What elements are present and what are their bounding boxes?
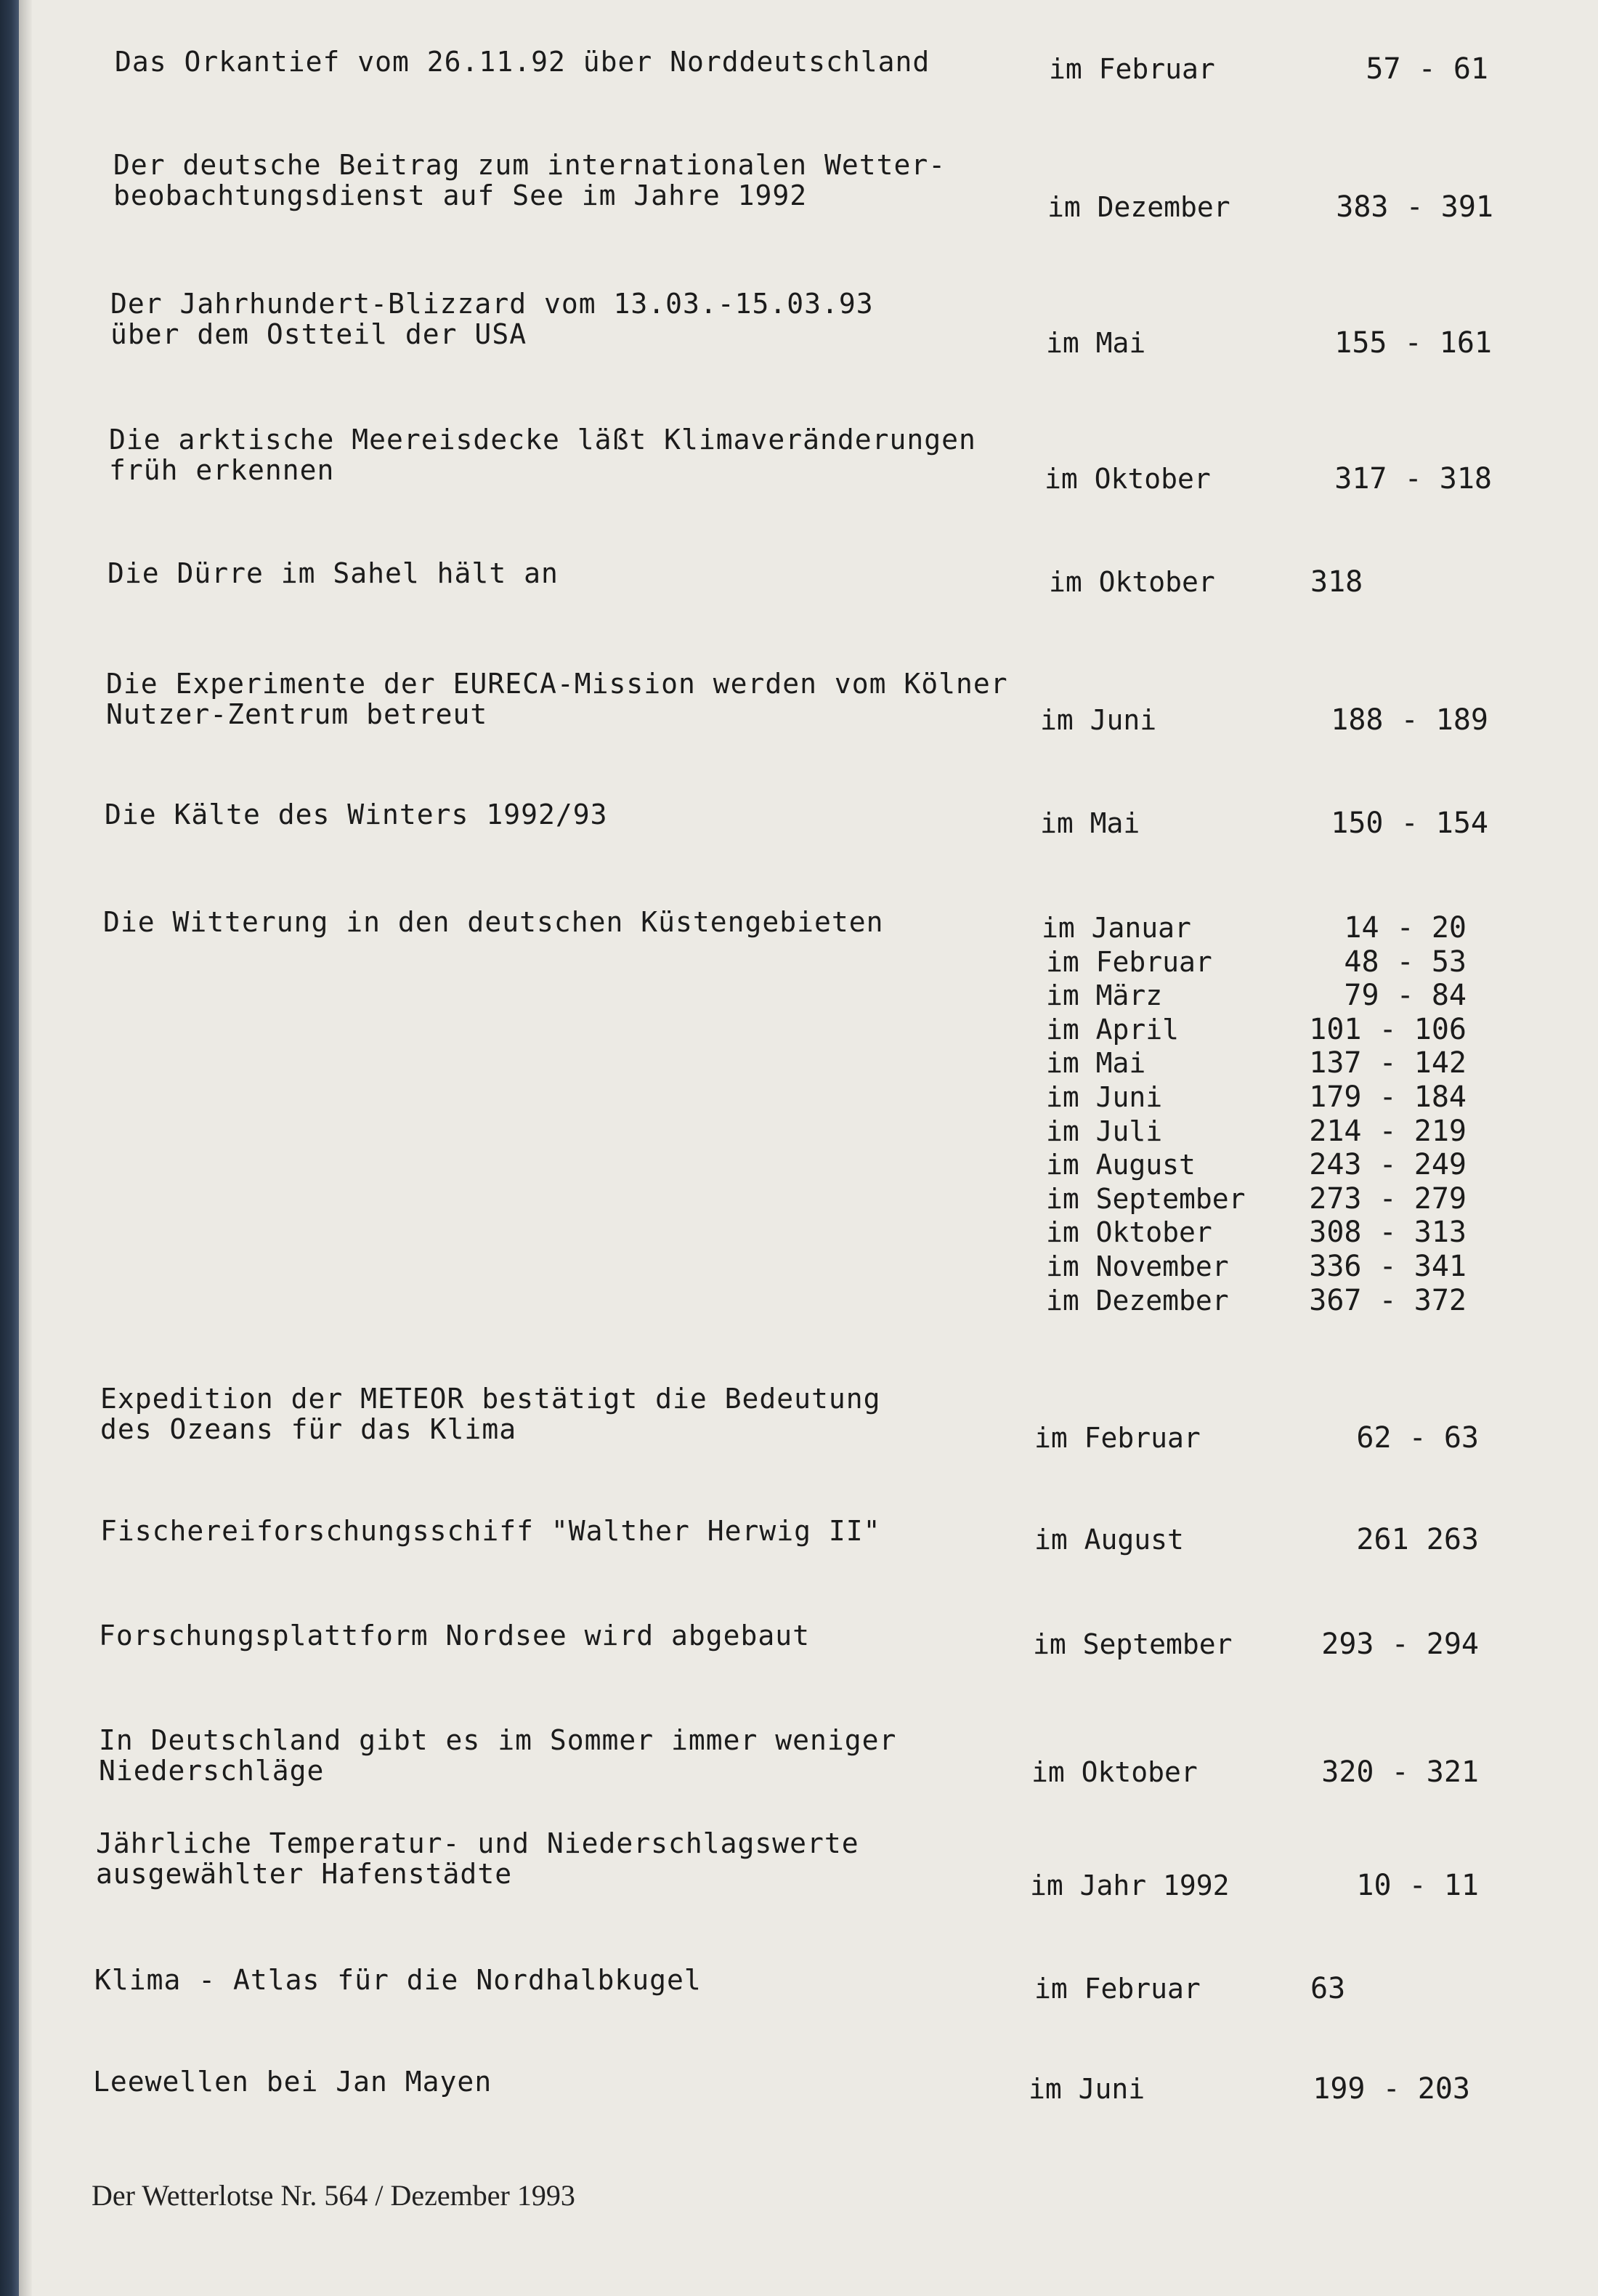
entry-title: Das Orkantief vom 26.11.92 über Norddeutschland	[115, 46, 930, 78]
entry-month: im Oktober	[1031, 1756, 1198, 1788]
coastal-pages: 336 - 341	[1309, 1249, 1467, 1283]
coastal-pages-list	[1278, 911, 1467, 1317]
coastal-month: im Mai	[1046, 1047, 1146, 1080]
coastal-month-list	[1042, 911, 1246, 1317]
coastal-month: im September	[1046, 1182, 1246, 1215]
entry-title: Klima - Atlas für die Nordhalbkugel	[94, 1964, 702, 1996]
entry-month: im Oktober	[1045, 463, 1211, 495]
entry-month: im Dezember	[1047, 191, 1230, 223]
entry-title: In Deutschland gibt es im Sommer immer weniger Niederschläge	[99, 1724, 897, 1787]
entry-month: im Februar	[1034, 1973, 1201, 2005]
entry-title: Der Jahrhundert-Blizzard vom 13.03.-15.03.93 über dem Ostteil der USA	[110, 288, 874, 350]
coastal-month: im Juli	[1046, 1115, 1163, 1147]
entry-title: Die Experimente der EURECA-Mission werden vom Kölner Nutzer-Zentrum betreut	[106, 668, 1008, 730]
entry-pages: 317 - 318	[1334, 462, 1492, 496]
coastal-month: im Oktober	[1046, 1216, 1212, 1249]
coastal-pages: 273 - 279	[1309, 1181, 1467, 1216]
book-binding	[0, 0, 19, 2296]
entry-pages: 293 - 294	[1321, 1628, 1479, 1661]
entry-month: im Juni	[1029, 2073, 1145, 2105]
coastal-pages: 14 - 20	[1344, 911, 1467, 945]
entry-title: Expedition der METEOR bestätigt die Bedeutung des Ozeans für das Klima	[100, 1383, 881, 1445]
coastal-month: im Januar	[1042, 912, 1191, 944]
entry-pages: 383 - 391	[1336, 190, 1493, 224]
entry-pages: 155 - 161	[1334, 326, 1492, 360]
binding-shadow	[19, 0, 32, 2296]
entry-title: Die Kälte des Winters 1992/93	[105, 799, 608, 830]
coastal-pages: 79 - 84	[1344, 979, 1467, 1013]
entry-title: Jährliche Temperatur- und Niederschlagswerte ausgewählter Hafenstädte	[96, 1827, 859, 1890]
entry-month: im Februar	[1034, 1422, 1201, 1454]
coastal-pages: 179 - 184	[1309, 1080, 1467, 1114]
entry-month: im Juni	[1040, 704, 1157, 736]
entry-month: im September	[1033, 1628, 1233, 1660]
entry-month: im Mai	[1046, 327, 1146, 359]
coastal-month: im März	[1046, 979, 1163, 1012]
entry-title: Die Witterung in den deutschen Küstengebieten	[103, 906, 884, 938]
coastal-month: im November	[1046, 1250, 1229, 1282]
entry-pages: 320 - 321	[1321, 1755, 1479, 1789]
coastal-pages: 214 - 219	[1309, 1114, 1467, 1148]
entry-pages: 150 - 154	[1331, 807, 1488, 840]
entry-month: im August	[1034, 1524, 1184, 1556]
entry-pages: 318	[1310, 565, 1363, 599]
entry-month: im Jahr 1992	[1030, 1869, 1230, 1901]
entry-title: Die arktische Meereisdecke läßt Klimaveränderungen früh erkennen	[109, 424, 976, 486]
entry-pages: 57 - 61	[1366, 52, 1488, 86]
entry-title: Die Dürre im Sahel hält an	[108, 557, 559, 589]
entry-pages: 62 - 63	[1356, 1421, 1479, 1455]
entry-pages: 199 - 203	[1313, 2072, 1470, 2106]
coastal-pages: 48 - 53	[1344, 945, 1467, 979]
coastal-pages: 137 - 142	[1309, 1046, 1467, 1080]
entry-pages: 261 263	[1356, 1523, 1479, 1556]
coastal-month: im Juni	[1046, 1080, 1163, 1113]
coastal-pages: 308 - 313	[1309, 1216, 1467, 1250]
coastal-month: im Dezember	[1046, 1284, 1229, 1317]
coastal-month: im August	[1046, 1149, 1196, 1181]
entry-month: im Februar	[1049, 53, 1215, 85]
entry-pages: 63	[1310, 1972, 1346, 2005]
entry-title: Forschungsplattform Nordsee wird abgebaut	[99, 1620, 810, 1652]
coastal-month: im Februar	[1046, 945, 1212, 978]
entry-pages: 10 - 11	[1356, 1869, 1479, 1902]
entry-pages: 188 - 189	[1331, 703, 1488, 737]
entry-month: im Oktober	[1049, 566, 1215, 598]
page-footer: Der Wetterlotse Nr. 564 / Dezember 1993	[92, 2179, 575, 2212]
entry-month: im Mai	[1040, 807, 1140, 839]
coastal-month: im April	[1046, 1013, 1180, 1046]
entry-title: Fischereiforschungsschiff "Walther Herwig II"	[100, 1515, 881, 1547]
coastal-pages: 243 - 249	[1309, 1148, 1467, 1182]
document-page	[32, 0, 1598, 2296]
coastal-pages: 367 - 372	[1309, 1283, 1467, 1317]
entry-title: Leewellen bei Jan Mayen	[93, 2066, 492, 2098]
entry-title: Der deutsche Beitrag zum internationalen Wetter- beobachtungsdienst auf See im Jahre 1992	[113, 149, 946, 211]
coastal-pages: 101 - 106	[1309, 1012, 1467, 1046]
